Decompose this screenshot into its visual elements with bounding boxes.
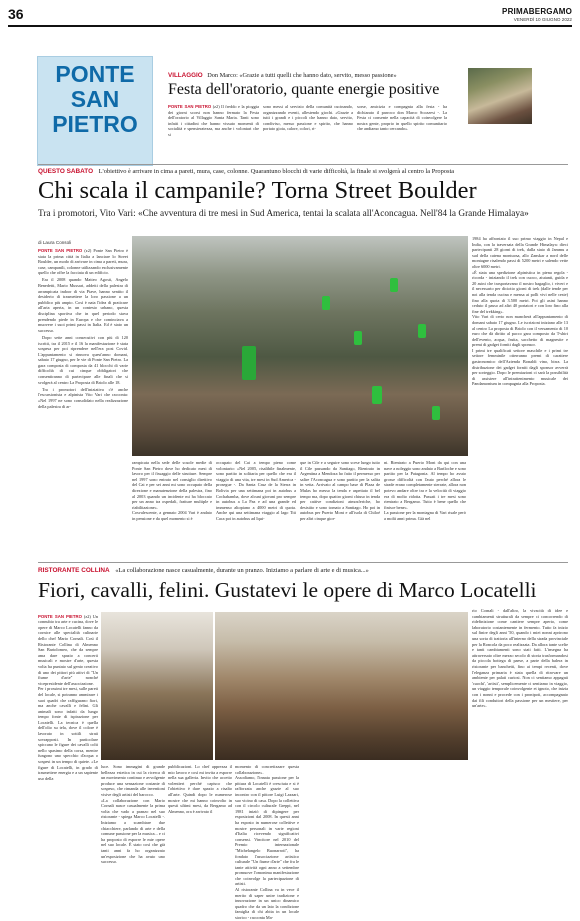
story3-col-right: rio Cornali - dall'altro, la vivacità di idee e cambiamenti strutturali da sempre ci concorrendo di ridefinizione come cantiere sempre aperto, come laboratorio costantemente in fermento. Tutto fa inizio sul finire degli anni '50, quando i miei nonni aprirono una sorta di trattoria all'interno della strada provinciale per la Roncola da poco realizzata. Da allora tante scelte e tanti cambiamenti sono stati fatti. L'insegna ha attraversato oltre mezzo secolo di storia trasformandosi da piccola bottega di paese, a parte della balera in ristorante per banchetti, fino ai tempi recenti, dove l'eleganza primaria è stata quella di ritrovare un ambiente per palati curiosi. Non ci sentiamo appagati 'cuochi', 'artisti', semplicemente ci sentiamo in viaggio, un viaggio temporale coinvolgente et ignoto, che inizia con i nonni e procede con i pronipoti, accompagnato dai fili conduttori della passione per un mestiere, per un'arte». xyxy=(472,608,568,709)
newspaper-brand: PRIMABERGAMO xyxy=(502,7,572,16)
story2-col-left xyxy=(38,248,128,411)
story2-col-kicker: PONTE SAN PIETRO xyxy=(38,248,83,253)
section-rule-1 xyxy=(38,164,568,165)
story1-col-3 xyxy=(357,104,447,133)
story3-headline: Fiori, cavalli, felini. Gustatevi le opere di Marco Locatelli xyxy=(38,578,537,602)
climber-figure xyxy=(242,346,256,380)
story2-headline: Chi scala il campanile? Torna Street Boulder xyxy=(38,177,477,204)
story1-col1-text: (z2) Il freddo e la pioggia dei giorni scorsi non hanno fermato la Festa dell'oratorio al Villaggio Santa Maria. Tanti sono infatti i cittadini che hanno vissuto momenti di socialità e spensieratezza, ma anche i volontari che si xyxy=(168,104,259,137)
section-title: PONTE SAN PIETRO xyxy=(52,61,138,137)
story2-col-mid2: occupato del Cai a tempo pieno come volontario: «Nel 2005, risalibile finalmente, sono partito in solitaria per quello che era il viaggio di una vita, tre mesi in Sud America - prosegue -. Da Santa Cruz de la Sierra in Bolivia per una settimana poi in autobus a Cochabamba, dove alcuni giovani pro sempre in autobus a La Paz e ad una grande ed immenso altopiano a 4000 metri di quota. Anche qui una settimana viaggio al lago Titi Caca poi in autobus ad Iqui- xyxy=(216,460,296,521)
story2-col-right xyxy=(472,236,568,389)
climber-figure xyxy=(354,331,362,345)
story2-col-left-p4: Tra i promotori dell'iniziativa c'è anche l'escursionista e alpinista Vito Vari che racconta: «Nel 1997 ne sono consolidato nella realizzazione della palestra di ar- xyxy=(38,386,128,409)
story2-tagline: L'obiettivo è arrivare in cima a pareti, mura, case, colonne. Quarantuno blocchi di varie difficoltà, la finale si svolgerà al centro la Proposta xyxy=(98,168,455,175)
story2-col-mid1: rampicata nella sede delle scuole medie di Ponte San Pietro dove ho dedicato mesi di lavoro per il fissaggio delle strutture. Sempre nel 1997 sono entrato nel consiglio direttivo del Cai e per sei anni mi sono occupato della direzione e manutenzione della palestra, fino al 2003 quando un incidente mi ha bloccato per un anno tra ospedali, fratture multiple e riabilitazione». Cosvalescente, a gennaio 2004 Vari è andato in pensione e da quel momento si è xyxy=(132,460,212,521)
header-rule xyxy=(8,25,572,27)
story3-col-mid1: luce. Sono immagini di grande bellezza estetica in cui la ricerca di un movimento continuo e avvolgente produce una sensazione costante di sospeso, che rimanda alle inventioni visive degli artisti del barocco. «La collaborazione con Mario Cornali nasce casualmente la prima volta che vado a pranzo nel suo ristorante - spiega Marco Locatelli -. Iniziamo a scambiare due chiacchiere, parlando di arte e della comune passione per la musica... e ci ha proposto di esporre le mie opere nel suo locale. È stato così che già tanti anni fa ho organizzato un'esposizione che ha avuto uno successo. xyxy=(101,764,165,865)
story3-photo-artist-chef xyxy=(215,612,468,760)
story1-photo xyxy=(468,68,532,124)
story2-photo-climbers xyxy=(132,236,468,456)
story1-kicker: VILLAGGIO xyxy=(168,72,203,79)
story3-tagline: «La collaborazione nasce casualmente, durante un pranzo. Iniziamo a parlare di arte e di musica...» xyxy=(115,567,369,574)
story2-col-right-text: 1984 ha affrontato il suo primo viaggio in Nepal e India, con la traversata della Grande Himalaya: dieci partecipanti 28 giorni di trek, dalla stato di Jammu a sud della catena montuosa, allo Zanskar a nord delle montagne risalendo passi di 5200 metri e salendo vette oltre 6000 metri. «È stata una spedizione alpinistica in piena regola - ricorda - iniziando il trek con cuoco, aiutanti, guida e 20 asini che trasportavano il nostro bagaglio, i viveri e il necessario per diciotto giorni di trek (dalle tende per noi alla tenda cucina e mensa ai polli vivi nelle ceste) fino alla quota di 3.500 metri. Poi gli asini hanno ceduto il passo ad altri 40 portatori e con loro fino alla fine del trekking». Vito Vari di certo non mancherà all'appuntamento di domani sabato 17 giugno. Le iscrizioni iniziano alle 13 al centro La proposta di Briolo con il versamento di 10 euro che dà diritto al pacco gara composto da T-shirt dell'evento, acqua, frutta, sacchetto di magnesite e premi di gadget forniti dagli sponsor. I primi tre qualificati settore maschile e i primi tre settore femminile otterranno premi di carattere gastronomico dell'Azienda Bonaldi vino, birra. La distribuzione dei gadget forniti dagli sponsor avverrà per sorteggio. Dopo le premiazioni ci sarà la possibilità di assistere all'intrattenimento musicale dei Pandamonium in compagnia alla Proposta. xyxy=(472,236,568,387)
story3-col-left-text: (z2) Un connubio tra arte e cucina, dove le opere di Marco Locatelli fanno da cornice alle specialità culinarie dello chef Mario Cornali. Così il Ristorante Collina di Almenno San Bartolomeo, che da sempre ama dare spazio a concerti musicali e mostre d'arte, questa volta ha puntato sul genio creativo di uno dei pittori più attivi di "Un fiume d'arte" nonché vicepresidente dell'associazione. Per i prossimi tre mesi, sulle pareti del locale, si potranno ammirare i suoi quadri che raffigurano fiori, ma anche cavalli e felini. Gli animali sono infatti da lungo tempo fonte di ispirazione per Locatelli. La tecnica è quella dell'olio su tela, dove il colore è lavorato in sottili strati sovrapposti. In particolare spiccano le figure dei cavalli colti nello spasimo della corsa, mentre fungono uno specchio d'acqua o sospesi in un tempo di quiete. «Le figure di Locatelli, in grado di trasmettere energia e a un sapiente uso della xyxy=(38,613,99,781)
story2-col-mid4: ni. Rientrato a Puerto Mont da qui con una nave a noleggio sono andato a Bariloche e sono partito per la Patagonia. Al tempo ho avuto grosse difficoltà con l'auto perché allora le strade erano completamente sterrate, allora non potevo andare oltre tra e la velocità di viaggio era di molto ridotta. Passati i tre mesi sono rientrato a Bergamo. Tutto è bene quello che finisce bene». La passione per la montagna di Vari risale però a molti anni prima. Già nel xyxy=(384,460,466,521)
page-number: 36 xyxy=(8,6,24,22)
story1-col-kicker: PONTE SAN PIETRO xyxy=(168,104,212,109)
story3-col-mid2: pubblicazioni. Lo chef apprezza il mio lavoro e così mi invita a esporre nella sua galleria. Invito che accetto volentieri perché capisco che l'obiettivo è dare spazio a risalto all'arte. Quindi dopo le numerose mostre che mi hanno coinvolto in questi ultimi mesi, da Bergamo ad Almenno, ora è arrivato il xyxy=(168,764,232,814)
story3-col-kicker: PONTE SAN PIETRO xyxy=(38,613,82,619)
climber-figure xyxy=(322,296,330,310)
story2-kicker: QUESTO SABATO xyxy=(38,168,94,175)
story1-col-1 xyxy=(168,104,259,139)
story3-kicker: RISTORANTE COLLINA xyxy=(38,567,110,574)
story1-tagline-line xyxy=(168,72,468,79)
story2-byline: di Laura Consoli xyxy=(38,240,72,245)
masthead xyxy=(502,7,572,22)
issue-date: VENERDÌ 10 GIUGNO 2022 xyxy=(513,17,572,22)
story1-col2-text: sono messi al servizio della comunità cucinando, organizzando eventi, allestendo giochi. «Grazie a tutti i grandi e i piccoli che hanno dato, servito, condiviso, messo passione e spirito, che hanno portato gioia, calore, colori, ri- xyxy=(263,104,353,132)
story2-col-mid3: que in Cile e a seguire sono scese lungo tutto il Cile passando da Santiago, Rientrato in Argentina a Mendoza ho fatto il permesso per salire l'Aconcagua e sono partito per la salita in vetta. Arrivato al campo base di Plaza de Mulas ho messo la tenda e aspettato il bel tempo ma, dopo quattro giorni chiuso in tenda per cattive condizioni atmosferiche, ho desistito e sono tornato a Santiago. Ho poi in autobus per Puerto Mont e all'isola di Chiloé per altri cinque gior- xyxy=(300,460,380,521)
story2-col-left-p2: Era il 2008 quando Matteo Agosti, Angelo Benedetti, Mario Mussari, addetti della palestra di arrampicata indoor di via Piave, hanno sentito il desiderio di trasmettere la loro passione a un pubblico più ampio. Così è nata l'idea di praticare all'aria aperta, in un contesto urbano, questa disciplina sportiva che in quel periodo stava prendendo piede in Europa e che cominciava a muovere i suoi primi passi in Italia. Ed è stato un successo. xyxy=(38,277,128,333)
climber-figure xyxy=(418,324,426,338)
story1-col-2 xyxy=(263,104,353,133)
story2-subhead: Tra i promotori, Vito Vari: «Che avventura di tre mesi in Sud America, tentai la scalata all'Aconcagua. Nell'84 la Grande Himalaya» xyxy=(38,209,529,219)
story3-photo-horse-painting xyxy=(101,612,213,760)
story2-col-left-p1: (z2) Ponte San Pietro è stata la prima città in Italia a lanciare lo Street Boulder, un modo di arrivare in cima a pareti, mura, case, campanili, colonne utilizzando esclusivamente quello che offre la facciata di un edificio. xyxy=(38,248,129,276)
climber-figure xyxy=(372,386,382,404)
story1-col3-text: sorse, amicizia e compagnia alla festa - ha dichiarato il parroco don Marco Scozzesi -. La Festa ci consente nella capacità di coinvolgere la nostra gente, proprio in quello spirito comunitario che andiamo tanto cercando». xyxy=(357,104,447,132)
story1-tagline: Don Marco: «Grazie a tutti quelli che hanno dato, servito, messo passione» xyxy=(207,72,397,79)
climber-figure xyxy=(432,406,440,420)
climber-figure xyxy=(390,278,398,292)
story1-headline: Festa dell'oratorio, quante energie positive xyxy=(168,81,440,98)
story3-col-left xyxy=(38,608,98,789)
story3-col-mid3: momento di concretizzare questa collaborazione». Assodiamo, l'innata passione per la pittura di Locatelli è cresciuta e si è rafforzata anche grazie al suo incontro con il pittore Luigi Lazzari, suo vicino di casa. Dopo la collettiva con il circolo culturale Greppi, nel 1981 iniziò di dipingere per esposizioni dal 2008. In questi anni ha esposto in numerose collettive e mostre personali in varie regioni d'Italia ricevendo significativi consensi. Vincitore nel 2010 del Premio internazionale "Michelangelo Buonarroti", ha fondato l'associazione artistico culturale "Un fiume d'arte" che fra le tante attività ogni anno a settembre promuove l'omonima manifestazione che coinvolge la partecipazione di artisti. Al ristorante Collina va in vece il merito di saper unire tradizione e innovazione in un unico dinamico quadro che da un lato la condizione famiglia di chi abita in un locale storico - racconta Ma- xyxy=(235,764,299,921)
story2-col-left-p3: Dopo sette anni consecutivi con più di 120 iscritti, tra il 2015 e il 16 la manifestazione è stata sospesa per poi riprendere nell'era post Covid. L'appuntamento si rinnova quest'anno domani, sabato 17 giugno, per le vie di Ponte San Pietro. La gara composta di composta da 41 blocchi di varie difficoltà di cui cinque obbligatori che consentiranno di partecipare alle finali che si svolgerà al centro La Proposta di Briolo alle 18. xyxy=(38,334,128,385)
story2-tagline-line xyxy=(38,168,558,176)
story3-tagline-line xyxy=(38,567,568,575)
section-rule-2 xyxy=(38,562,568,563)
